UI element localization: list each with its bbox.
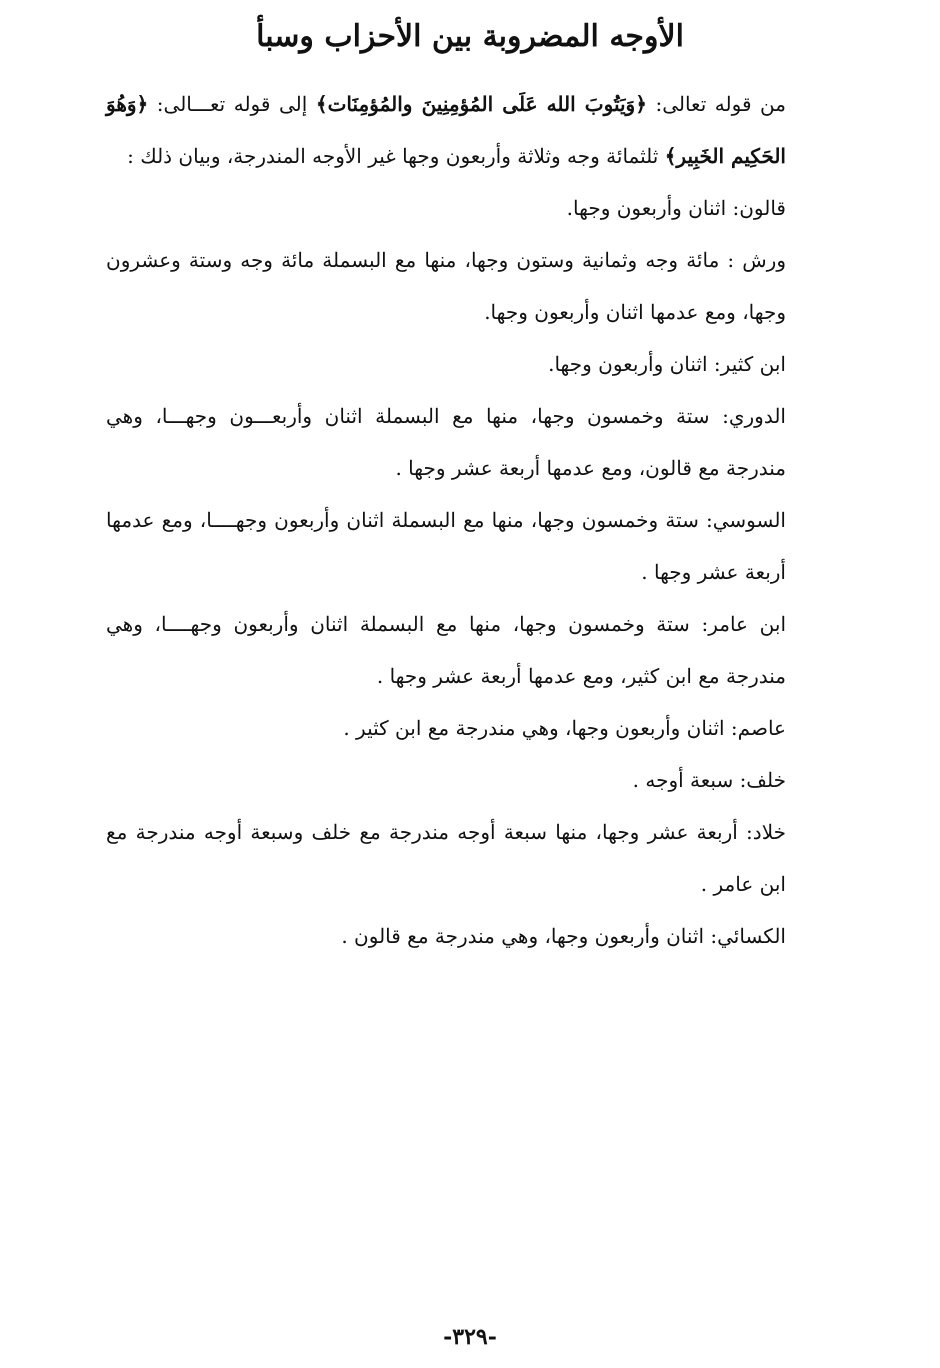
page-title: الأوجه المضروبة بين الأحزاب وسبأ [256, 19, 684, 54]
intro-paragraph [106, 78, 846, 182]
paragraph-al-duri: الدوري: ستة وخمسون وجها، منها مع البسملة اثنان وأربعـــون وجهـــا، وهي مندرجة مع قالون، ومع عدمها أربعة عشر وجها . [106, 404, 786, 480]
quran-verse-2: ﴿وَهُوَ الحَكِيم الخَبِير﴾ [106, 92, 786, 168]
paragraph-warsh: ورش : مائة وجه وثمانية وستون وجها، منها مع البسملة مائة وجه وستة وعشرون وجها، ومع عدمها اثنان وأربعون وجها. [106, 248, 786, 324]
paragraph-al-susi: السوسي: ستة وخمسون وجها، منها مع البسملة اثنان وأربعون وجهــــا، ومع عدمها أربعة عشر وجها . [106, 508, 786, 584]
paragraph-al-kisai: الكسائي: اثنان وأربعون وجها، وهي مندرجة مع قالون . [341, 924, 786, 948]
paragraph-ibn-kathir: ابن كثير: اثنان وأربعون وجها. [548, 352, 786, 376]
paragraph-qalun: قالون: اثنان وأربعون وجها. [566, 196, 786, 220]
paragraph-asim: عاصم: اثنان وأربعون وجها، وهي مندرجة مع ابن كثير . [343, 716, 786, 740]
intro-suffix: ثلثمائة وجه وثلاثة وأربعون وجها غير الأوجه المندرجة، وبيان ذلك : [127, 144, 665, 168]
paragraph-khalaf: خلف: سبعة أوجه . [632, 768, 786, 792]
intro-middle: إلى قوله تعـــالى: [148, 92, 316, 116]
intro-prefix: من قوله تعالى: [646, 92, 786, 116]
quran-verse-1: ﴿وَيَتُوبَ الله عَلَى المُؤمِنِينَ والمُؤمِنَات﴾ [315, 92, 647, 116]
paragraph-ibn-amir: ابن عامر: ستة وخمسون وجها، منها مع البسملة اثنان وأربعون وجهــــا، وهي مندرجة مع ابن كثير، ومع عدمها أربعة عشر وجها . [106, 612, 786, 688]
page-number: -٣٢٩- [443, 1324, 497, 1350]
body-text [106, 78, 846, 962]
paragraph-khallad: خلاد: أربعة عشر وجها، منها سبعة أوجه مندرجة مع خلف وسبعة أوجه مندرجة مع ابن عامر . [106, 820, 786, 896]
